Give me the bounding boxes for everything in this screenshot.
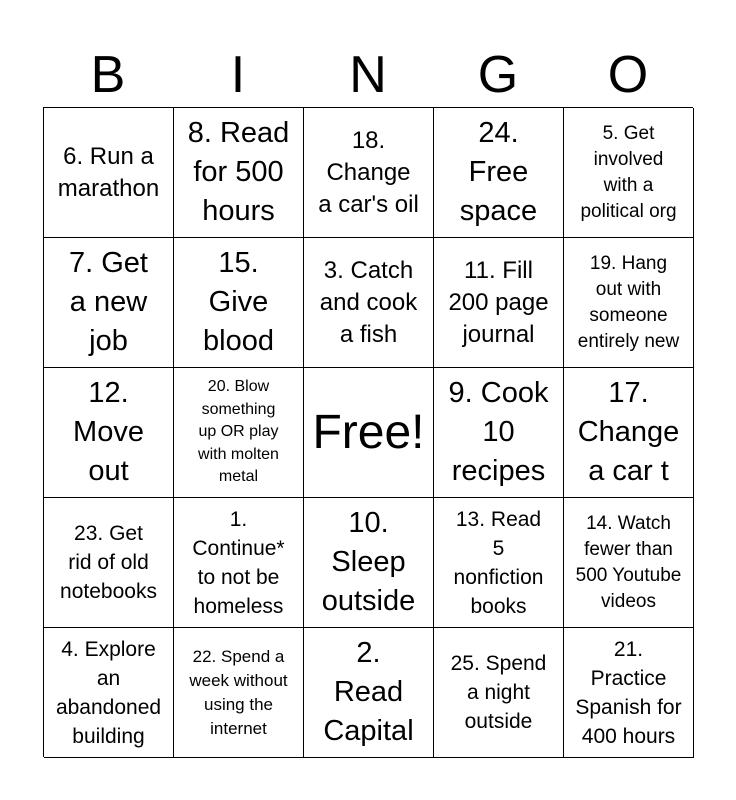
- bingo-cell[interactable]: [564, 628, 694, 758]
- cell-text: 6. Run a marathon: [57, 142, 160, 202]
- bingo-cell[interactable]: [304, 108, 434, 238]
- bingo-header: [43, 44, 693, 106]
- bingo-cell[interactable]: [304, 498, 434, 628]
- cell-text: 4. Explore an abandoned building: [55, 637, 162, 748]
- cell-text: 7. Get a new job: [69, 247, 148, 357]
- cell-text: 8. Read for 500 hours: [187, 117, 290, 227]
- bingo-cell[interactable]: [44, 368, 174, 498]
- cell-text: 25. Spend a night outside: [450, 652, 547, 733]
- cell-text: 24. Free space: [459, 117, 538, 227]
- cell-text: 22. Spend a week without using the internet: [189, 646, 288, 738]
- bingo-board: [43, 107, 693, 757]
- cell-text: 5. Get involved with a political org: [580, 122, 677, 222]
- cell-text: 9. Cook 10 recipes: [448, 377, 549, 487]
- cell-text: Free!: [312, 405, 425, 459]
- bingo-cell[interactable]: [434, 238, 564, 368]
- bingo-cell[interactable]: [174, 368, 304, 498]
- bingo-cell[interactable]: [434, 368, 564, 498]
- cell-text: 11. Fill 200 page journal: [448, 256, 549, 348]
- bingo-cell[interactable]: [564, 238, 694, 368]
- bingo-cell[interactable]: [434, 498, 564, 628]
- header-letter-n: N: [349, 46, 387, 104]
- cell-text: 21. Practice Spanish for 400 hours: [575, 637, 682, 748]
- cell-text: 13. Read 5 nonfiction books: [453, 507, 544, 618]
- cell-text: 20. Blow something up OR play with molten metal: [198, 378, 279, 486]
- bingo-cell[interactable]: [174, 108, 304, 238]
- cell-text: 17. Change a car t: [577, 377, 680, 487]
- cell-text: 15. Give blood: [203, 247, 274, 357]
- cell-text: 19. Hang out with someone entirely new: [577, 252, 680, 352]
- cell-text: 10. Sleep outside: [321, 507, 416, 617]
- bingo-cell[interactable]: [44, 498, 174, 628]
- cell-text: 18. Change a car's oil: [318, 126, 419, 218]
- cell-text: 14. Watch fewer than 500 Youtube videos: [575, 512, 682, 612]
- cell-text: 1. Continue* to not be homeless: [192, 507, 285, 618]
- bingo-cell[interactable]: [434, 628, 564, 758]
- header-letter-g: G: [477, 46, 519, 104]
- bingo-cell[interactable]: [304, 238, 434, 368]
- bingo-cell[interactable]: [174, 238, 304, 368]
- free-space-cell[interactable]: [304, 368, 434, 498]
- cell-text: 12. Move out: [73, 377, 144, 487]
- header-letter-i: I: [230, 46, 246, 104]
- bingo-cell[interactable]: [434, 108, 564, 238]
- header-letter-b: B: [90, 46, 126, 104]
- bingo-cell[interactable]: [174, 498, 304, 628]
- bingo-cell[interactable]: [44, 108, 174, 238]
- cell-text: 3. Catch and cook a fish: [319, 256, 418, 348]
- bingo-cell[interactable]: [564, 368, 694, 498]
- header-letter-o: O: [607, 46, 649, 104]
- cell-text: 23. Get rid of old notebooks: [60, 522, 157, 603]
- bingo-cell[interactable]: [44, 238, 174, 368]
- cell-text: 2. Read Capital: [323, 637, 414, 747]
- bingo-cell[interactable]: [44, 628, 174, 758]
- bingo-cell[interactable]: [304, 628, 434, 758]
- bingo-cell[interactable]: [174, 628, 304, 758]
- bingo-cell[interactable]: [564, 498, 694, 628]
- bingo-cell[interactable]: [564, 108, 694, 238]
